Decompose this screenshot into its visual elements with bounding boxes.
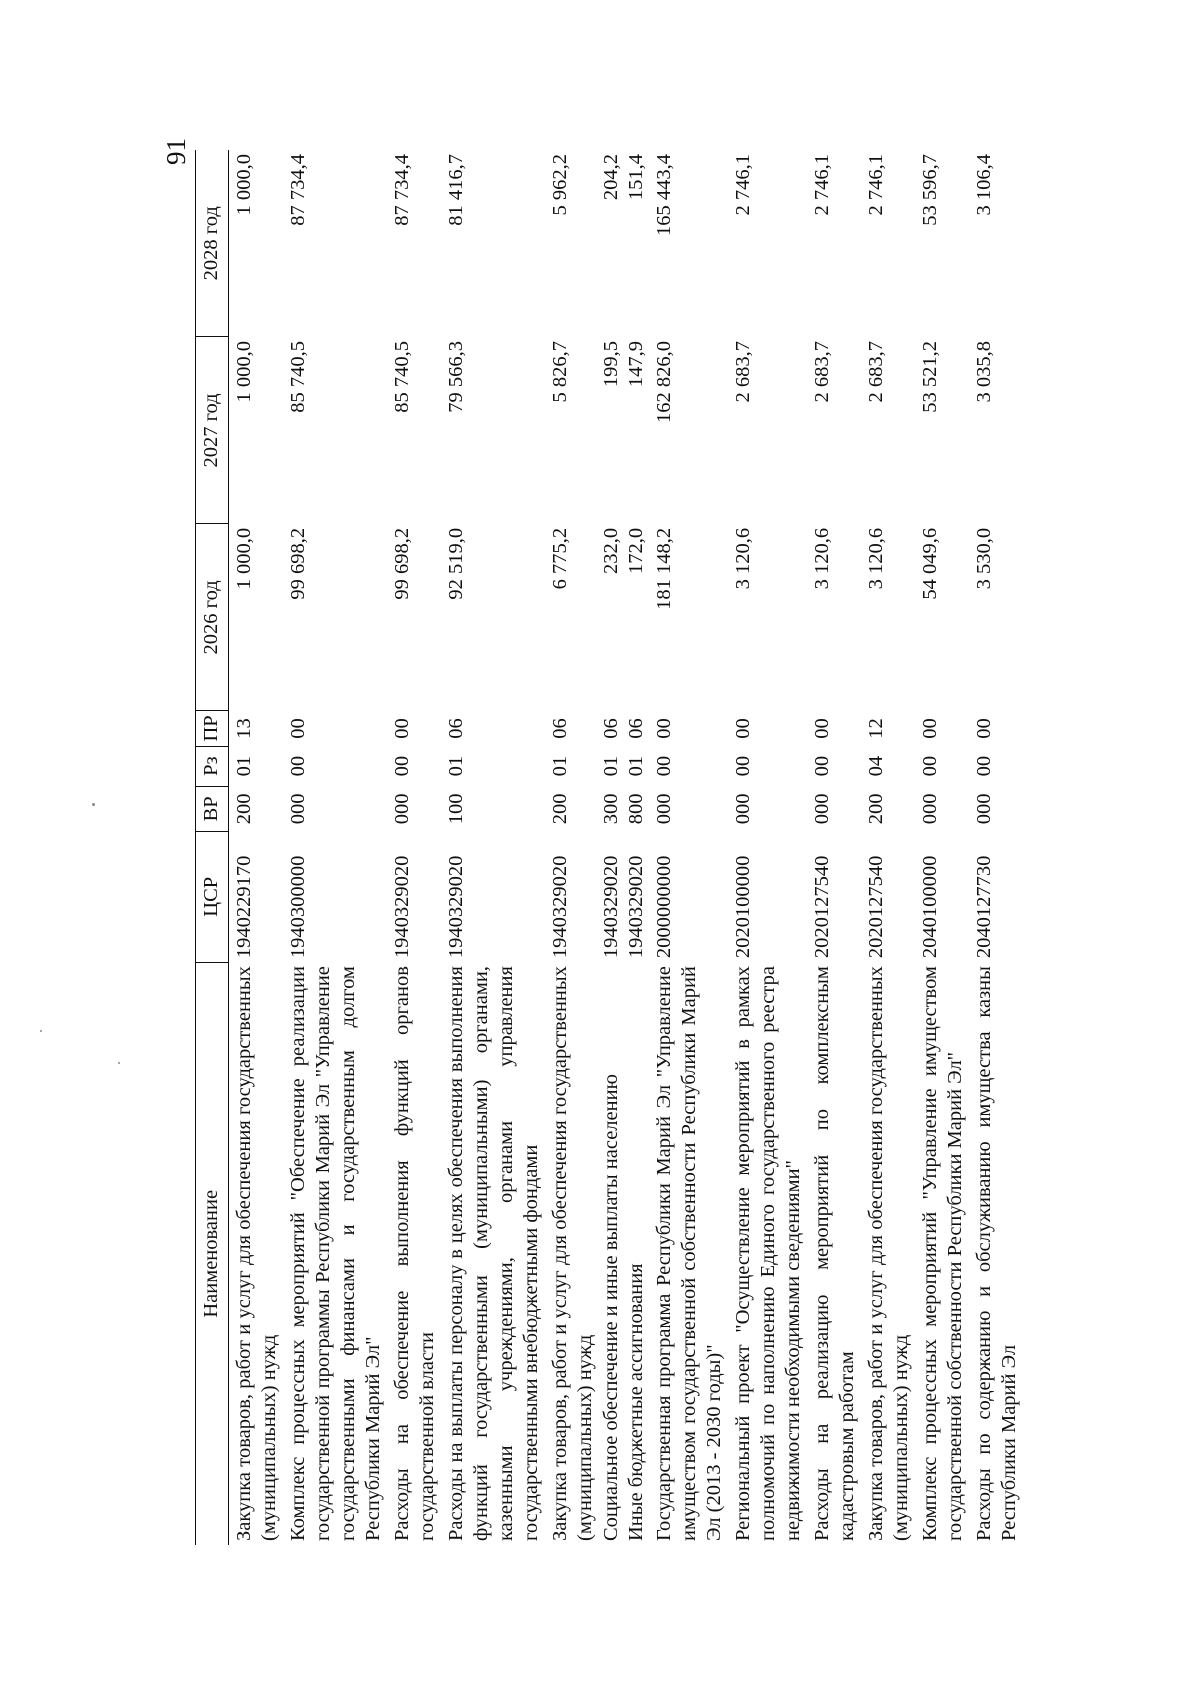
row-2028: 2 746,1	[865, 154, 887, 216]
row-vr: 300	[600, 793, 622, 825]
row-2026: 3 120,6	[811, 527, 833, 590]
row-pr: 06	[625, 718, 647, 739]
table-row	[283, 150, 387, 1545]
header-rz: Рз	[196, 746, 229, 786]
row-2028: 87 734,4	[287, 154, 309, 226]
row-name: Расходы по содержанию и обслуживанию имущества казны Республики Марий Эл	[973, 966, 1020, 1541]
row-2028: 2 746,1	[811, 154, 833, 216]
row-2026: 181 148,2	[653, 527, 675, 610]
row-csr: 1940329020	[600, 855, 622, 959]
row-name: Расходы на выплаты персоналу в целях обеспечения выполнения функций государственными (муниципальными) органами, казенными учреждениями, органами управления государственными внебюджетными фондами	[445, 966, 542, 1541]
table-header-row	[196, 150, 229, 1545]
header-2027: 2027 год	[196, 337, 229, 524]
row-rz: 00	[287, 755, 309, 777]
row-pr: 00	[811, 718, 833, 739]
row-pr: 00	[973, 718, 995, 739]
row-2027: 53 521,2	[919, 340, 941, 413]
header-name: Наименование	[196, 962, 229, 1545]
row-rz: 00	[732, 755, 754, 777]
rotated-page	[155, 0, 1055, 1550]
row-pr: 00	[391, 718, 413, 739]
row-2026: 99 698,2	[287, 527, 309, 600]
row-pr: 13	[233, 718, 255, 739]
row-vr: 000	[732, 793, 754, 825]
row-csr: 2020127540	[865, 855, 887, 959]
row-2027: 3 035,8	[973, 340, 995, 403]
row-pr: 00	[287, 718, 309, 739]
table-row	[441, 150, 545, 1545]
row-name: Социальное обеспечение и иные выплаты населению	[600, 1074, 622, 1541]
row-pr: 00	[732, 718, 754, 739]
row-rz: 00	[973, 755, 995, 777]
row-name: Комплекс процессных мероприятий "Обеспечение реализации государственной программы Республики Марий Эл "Управление государственными финансами и государственным долгом Республики Марий Эл"	[287, 966, 384, 1541]
scan-speck	[92, 803, 95, 806]
row-name: Закупка товаров, работ и услуг для обеспечения государственных (муниципальных) нужд	[233, 966, 280, 1541]
row-2027: 1 000,0	[233, 340, 255, 403]
row-name: Расходы на обеспечение выполнения функций органов государственной власти	[391, 966, 438, 1541]
row-2026: 3 120,6	[732, 527, 754, 590]
table-row	[229, 150, 284, 1545]
row-2026: 232,0	[600, 527, 622, 575]
row-vr: 000	[391, 793, 413, 825]
table-row	[969, 150, 1023, 1545]
row-2026: 172,0	[625, 527, 647, 575]
scan-speck	[40, 1030, 42, 1032]
row-rz: 01	[445, 755, 467, 777]
row-2026: 54 049,6	[919, 527, 941, 600]
row-2028: 87 734,4	[391, 154, 413, 226]
row-csr: 2020127540	[811, 855, 833, 959]
row-csr: 1940329020	[549, 855, 571, 959]
row-rz: 01	[233, 755, 255, 777]
row-2027: 5 826,7	[549, 340, 571, 403]
row-rz: 01	[549, 755, 571, 777]
row-2027: 2 683,7	[811, 340, 833, 403]
row-2027: 199,5	[600, 340, 622, 388]
header-csr: ЦСР	[196, 831, 229, 962]
row-2027: 162 826,0	[653, 340, 675, 423]
row-2027: 85 740,5	[287, 340, 309, 413]
row-2026: 99 698,2	[391, 527, 413, 600]
row-2028: 165 443,4	[653, 154, 675, 236]
row-csr: 1940329020	[445, 855, 467, 959]
row-pr: 00	[653, 718, 675, 739]
row-2028: 53 596,7	[919, 154, 941, 226]
table-row	[807, 150, 861, 1545]
row-vr: 000	[811, 793, 833, 825]
row-csr: 2020100000	[732, 855, 754, 959]
header-vr: ВР	[196, 786, 229, 831]
row-csr: 2000000000	[653, 855, 675, 959]
row-pr: 00	[919, 718, 941, 739]
row-pr: 12	[865, 718, 887, 739]
scan-speck	[118, 1062, 120, 1064]
table-row	[649, 150, 728, 1545]
table-row	[545, 150, 599, 1545]
row-name: Государственная программа Республики Марий Эл "Управление имуществом государственной собственности Республики Марий Эл (2013 - 2030 годы)"	[653, 966, 725, 1541]
row-pr: 06	[549, 718, 571, 739]
row-vr: 800	[625, 793, 647, 825]
row-2028: 3 106,4	[973, 154, 995, 216]
row-vr: 000	[653, 793, 675, 825]
table-row	[599, 150, 624, 1545]
row-name: Комплекс процессных мероприятий "Управление имуществом государственной собственности Республики Марий Эл"	[919, 966, 966, 1541]
row-name: Региональный проект "Осуществление мероприятий в рамках полномочий по наполнению Единого государственного реестра недвижимости необходимыми сведениями"	[732, 966, 804, 1541]
row-name: Иные бюджетные ассигнования	[625, 1263, 647, 1541]
row-2027: 85 740,5	[391, 340, 413, 413]
row-2027: 147,9	[625, 340, 647, 388]
row-2027: 79 566,3	[445, 340, 467, 413]
row-name: Расходы на реализацию мероприятий по комплексным кадастровым работам	[811, 966, 858, 1541]
row-name: Закупка товаров, работ и услуг для обеспечения государственных (муниципальных) нужд	[549, 966, 596, 1541]
row-2027: 2 683,7	[865, 340, 887, 403]
row-rz: 00	[391, 755, 413, 777]
row-2026: 6 775,2	[549, 527, 571, 590]
row-rz: 00	[653, 755, 675, 777]
table-row	[915, 150, 969, 1545]
header-2026: 2026 год	[196, 524, 229, 711]
row-rz: 01	[600, 755, 622, 777]
table-row	[861, 150, 915, 1545]
row-2028: 81 416,7	[445, 154, 467, 226]
row-csr: 1940300000	[287, 855, 309, 959]
row-pr: 06	[445, 718, 467, 739]
row-2026: 1 000,0	[233, 527, 255, 590]
row-vr: 200	[549, 793, 571, 825]
row-csr: 1940329020	[391, 855, 413, 959]
row-2028: 5 962,2	[549, 154, 571, 216]
row-2028: 2 746,1	[732, 154, 754, 216]
budget-table	[195, 150, 1023, 1545]
row-vr: 000	[287, 793, 309, 825]
header-pr: ПР	[196, 711, 229, 746]
row-csr: 2040100000	[919, 855, 941, 959]
row-2026: 3 530,0	[973, 527, 995, 590]
row-vr: 100	[445, 793, 467, 825]
row-vr: 200	[233, 793, 255, 825]
row-2027: 2 683,7	[732, 340, 754, 403]
row-pr: 06	[600, 718, 622, 739]
row-2028: 1 000,0	[233, 154, 255, 216]
page-number: 91	[161, 138, 191, 165]
row-name: Закупка товаров, работ и услуг для обеспечения государственных (муниципальных) нужд	[865, 966, 912, 1541]
table-row	[728, 150, 807, 1545]
row-2028: 204,2	[600, 154, 622, 201]
table-row	[387, 150, 441, 1545]
row-2026: 92 519,0	[445, 527, 467, 600]
row-csr: 1940329020	[625, 855, 647, 959]
row-rz: 04	[865, 755, 887, 777]
row-vr: 000	[973, 793, 995, 825]
row-csr: 2040127730	[973, 855, 995, 959]
row-rz: 00	[919, 755, 941, 777]
row-rz: 00	[811, 755, 833, 777]
row-csr: 1940229170	[233, 855, 255, 959]
row-rz: 01	[625, 755, 647, 777]
row-2028: 151,4	[625, 154, 647, 201]
header-2028: 2028 год	[196, 150, 229, 337]
row-vr: 200	[865, 793, 887, 825]
row-vr: 000	[919, 793, 941, 825]
table-row	[624, 150, 649, 1545]
row-2026: 3 120,6	[865, 527, 887, 590]
